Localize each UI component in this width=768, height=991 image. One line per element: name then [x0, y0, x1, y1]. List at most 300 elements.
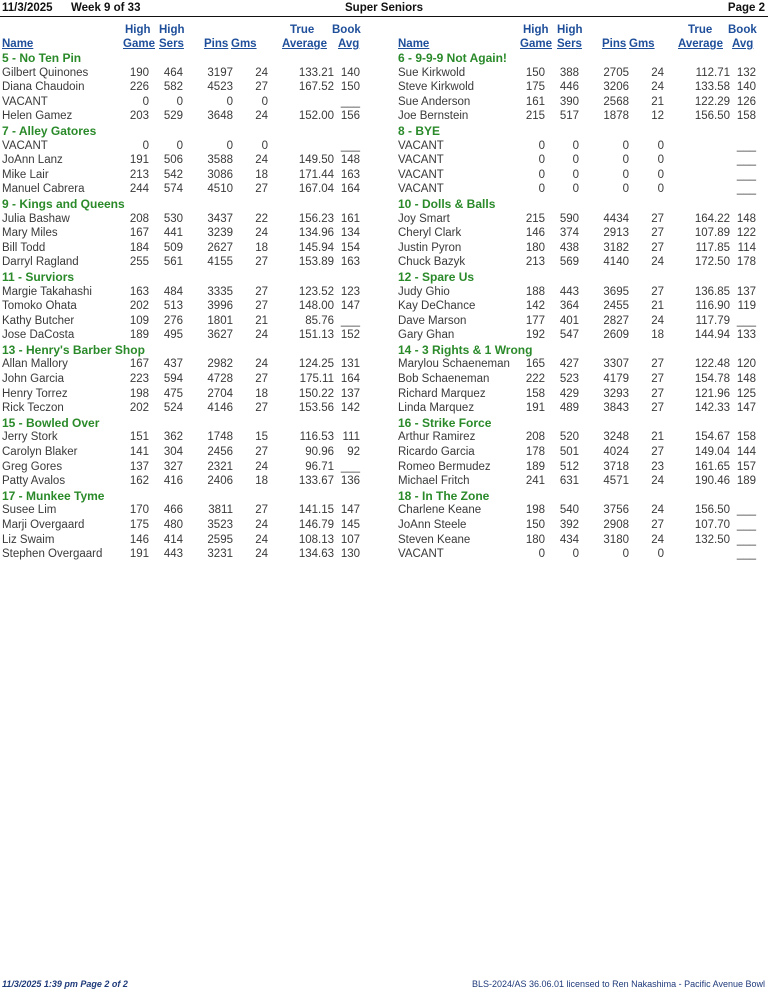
right-team-list — [398, 51, 768, 562]
high-game: 141 — [129, 446, 149, 459]
high-game: 241 — [525, 475, 545, 488]
high-series: 388 — [559, 66, 579, 79]
true-average: 96.71 — [305, 460, 334, 473]
high-game: 163 — [129, 285, 149, 298]
player-name: VACANT — [398, 183, 444, 196]
player-name: Darryl Ragland — [2, 256, 79, 269]
total-pins: 3231 — [207, 548, 233, 561]
total-pins: 3718 — [603, 460, 629, 473]
player-name: Julia Bashaw — [2, 212, 70, 225]
player-name: JoAnn Steele — [398, 519, 467, 531]
team-header: 7 - Alley Gatores — [2, 123, 97, 138]
high-series: 512 — [559, 460, 579, 473]
total-pins: 4510 — [207, 183, 233, 196]
player-name: Joy Smart — [398, 212, 450, 225]
total-pins: 0 — [622, 168, 629, 181]
player-row — [2, 533, 386, 548]
games-bowled: 24 — [651, 314, 664, 327]
games-bowled: 18 — [255, 387, 268, 400]
high-series: 513 — [163, 300, 183, 313]
player-name: Steven Keane — [398, 533, 471, 546]
player-name: VACANT — [398, 154, 444, 167]
total-pins: 3239 — [207, 227, 233, 240]
total-pins: 4179 — [603, 373, 629, 386]
games-bowled: 0 — [657, 139, 664, 152]
true-average: 134.63 — [298, 548, 334, 561]
col-high-game: Game — [520, 38, 552, 50]
book-average: 133 — [736, 329, 756, 342]
book-average: 154 — [340, 241, 360, 254]
player-row — [2, 255, 386, 270]
high-game: 189 — [129, 329, 149, 342]
book-average: ___ — [736, 314, 756, 327]
games-bowled: 21 — [651, 95, 664, 108]
true-average: 167.04 — [298, 183, 334, 196]
team-header: 15 - Bowled Over — [2, 415, 100, 430]
high-series: 523 — [559, 373, 579, 386]
high-series: 437 — [163, 358, 183, 371]
book-average: ___ — [340, 139, 360, 152]
book-average: 148 — [736, 373, 756, 386]
player-row — [398, 387, 768, 402]
games-bowled: 18 — [255, 475, 268, 488]
total-pins: 2568 — [603, 95, 629, 108]
col-gms: Gms — [629, 38, 655, 50]
player-row — [2, 547, 386, 562]
total-pins: 2455 — [603, 300, 629, 313]
true-average: 151.13 — [298, 329, 334, 342]
high-series: 441 — [163, 227, 183, 240]
high-series: 0 — [572, 154, 579, 167]
total-pins: 2705 — [603, 66, 629, 79]
high-series: 427 — [559, 358, 579, 371]
high-series: 582 — [163, 81, 183, 94]
high-series: 0 — [572, 183, 579, 196]
high-game: 203 — [129, 110, 149, 123]
high-series: 443 — [163, 548, 183, 561]
total-pins: 3197 — [207, 66, 233, 79]
true-average: 107.70 — [694, 519, 730, 531]
true-average: 134.96 — [298, 227, 334, 240]
book-average: 123 — [340, 285, 360, 298]
games-bowled: 24 — [651, 256, 664, 269]
games-bowled: 0 — [261, 139, 268, 152]
column-headers — [2, 22, 386, 51]
col-pins: Pins — [204, 38, 229, 50]
player-row — [398, 503, 768, 518]
report-date: 11/3/2025 — [2, 2, 53, 14]
player-row — [2, 430, 386, 445]
player-name: Allan Mallory — [2, 358, 68, 371]
games-bowled: 27 — [651, 358, 664, 371]
high-series: 506 — [163, 154, 183, 167]
total-pins: 1878 — [603, 110, 629, 123]
player-name: Chuck Bazyk — [398, 256, 466, 269]
team-header: 13 - Henry's Barber Shop — [2, 342, 145, 357]
true-average: 133.58 — [694, 81, 730, 94]
player-name: Greg Gores — [2, 460, 63, 473]
total-pins: 4146 — [207, 402, 233, 415]
player-name: VACANT — [2, 139, 48, 152]
high-game: 142 — [525, 300, 545, 313]
high-game: 158 — [525, 387, 545, 400]
high-game: 189 — [525, 460, 545, 473]
player-row — [398, 285, 768, 300]
high-series: 446 — [559, 81, 579, 94]
book-average: 156 — [340, 110, 360, 123]
high-series: 594 — [163, 373, 183, 386]
high-series: 509 — [163, 241, 183, 254]
true-average: 117.79 — [695, 314, 730, 327]
book-average: 161 — [340, 212, 360, 225]
book-average: 120 — [736, 358, 756, 371]
high-game: 178 — [525, 446, 545, 459]
high-series: 517 — [559, 110, 579, 123]
book-average: 147 — [340, 504, 360, 517]
col-high-game-top: High — [523, 24, 549, 36]
games-bowled: 24 — [651, 81, 664, 94]
player-row — [398, 255, 768, 270]
games-bowled: 24 — [255, 460, 268, 473]
total-pins: 0 — [226, 95, 233, 108]
team-header: 11 - Surviors — [2, 269, 75, 284]
player-name: John Garcia — [2, 373, 65, 386]
games-bowled: 24 — [651, 504, 664, 517]
player-name: Richard Marquez — [398, 387, 486, 400]
right-standings — [398, 22, 768, 562]
player-row — [398, 139, 768, 154]
player-name: Margie Takahashi — [2, 285, 92, 298]
games-bowled: 24 — [651, 475, 664, 488]
col-book-top: Book — [728, 24, 757, 36]
col-average: Average — [678, 38, 723, 50]
total-pins: 2913 — [603, 227, 629, 240]
player-row — [2, 139, 386, 154]
true-average: 124.25 — [298, 358, 334, 371]
total-pins: 2609 — [603, 329, 629, 342]
book-average: 130 — [340, 548, 360, 561]
player-name: Carolyn Blaker — [2, 446, 78, 459]
true-average: 142.33 — [694, 402, 730, 415]
book-average: ___ — [736, 533, 756, 546]
high-game: 0 — [538, 139, 545, 152]
left-team-list — [2, 51, 386, 562]
true-average: 136.85 — [694, 285, 730, 298]
player-row — [398, 66, 768, 81]
total-pins: 3588 — [207, 154, 233, 167]
book-average: 145 — [340, 519, 360, 531]
high-series: 480 — [163, 519, 183, 531]
high-series: 374 — [559, 227, 579, 240]
player-name: Diana Chaudoin — [2, 81, 85, 94]
player-row — [2, 387, 386, 402]
high-game: 0 — [142, 95, 149, 108]
player-name: Stephen Overgaard — [2, 548, 103, 561]
player-row — [398, 445, 768, 460]
high-series: 547 — [559, 329, 579, 342]
high-series: 520 — [559, 431, 579, 444]
games-bowled: 18 — [255, 168, 268, 181]
high-series: 530 — [163, 212, 183, 225]
high-series: 416 — [163, 475, 183, 488]
player-name: Mike Lair — [2, 168, 49, 181]
book-average: 114 — [737, 241, 756, 254]
high-series: 364 — [559, 300, 579, 313]
games-bowled: 27 — [255, 300, 268, 313]
games-bowled: 24 — [255, 110, 268, 123]
total-pins: 0 — [226, 139, 233, 152]
book-average: 126 — [736, 95, 756, 108]
book-average: 144 — [736, 446, 756, 459]
high-series: 569 — [559, 256, 579, 269]
high-game: 188 — [525, 285, 545, 298]
player-row — [2, 168, 386, 183]
player-name: Liz Swaim — [2, 533, 55, 546]
games-bowled: 23 — [651, 460, 664, 473]
book-average: 111 — [342, 431, 360, 444]
team-header: 6 - 9-9-9 Not Again! — [398, 51, 507, 65]
high-series: 438 — [559, 241, 579, 254]
high-game: 177 — [525, 314, 545, 327]
book-average: 122 — [736, 227, 756, 240]
high-game: 198 — [129, 387, 149, 400]
true-average: 154.78 — [694, 373, 730, 386]
games-bowled: 27 — [255, 183, 268, 196]
team-header: 5 - No Ten Pin — [2, 51, 82, 65]
footer-license: BLS-2024/AS 36.06.01 licensed to Ren Nakashima - Pacific Avenue Bowl — [471, 979, 765, 989]
player-row — [398, 109, 768, 124]
total-pins: 3248 — [603, 431, 629, 444]
player-row — [398, 95, 768, 110]
high-series: 0 — [572, 548, 579, 561]
true-average: 121.96 — [694, 387, 730, 400]
true-average: 123.52 — [298, 285, 334, 298]
player-row — [398, 314, 768, 329]
book-average: 157 — [736, 460, 756, 473]
col-pins: Pins — [602, 38, 627, 50]
book-average: 164 — [340, 183, 360, 196]
player-name: Rick Teczon — [2, 402, 64, 415]
high-series: 401 — [559, 314, 579, 327]
player-row — [2, 401, 386, 416]
book-average: 189 — [736, 475, 756, 488]
high-game: 226 — [129, 81, 149, 94]
player-row — [2, 314, 386, 329]
book-average: ___ — [736, 168, 756, 181]
high-series: 574 — [163, 183, 183, 196]
player-row — [398, 328, 768, 343]
player-name: Joe Bernstein — [398, 110, 469, 123]
book-average: 92 — [347, 446, 360, 459]
high-game: 146 — [525, 227, 545, 240]
team-header: 17 - Munkee Tyme — [2, 488, 105, 503]
page-label: Page 2 — [727, 2, 765, 14]
games-bowled: 27 — [651, 519, 664, 531]
col-high-sers-top: High — [557, 24, 583, 36]
book-average: 158 — [736, 110, 756, 123]
high-series: 362 — [163, 431, 183, 444]
high-game: 162 — [129, 475, 149, 488]
player-name: Kathy Butcher — [2, 314, 75, 327]
games-bowled: 15 — [255, 431, 268, 444]
player-name: Patty Avalos — [2, 475, 66, 488]
high-game: 175 — [525, 81, 545, 94]
high-series: 443 — [559, 285, 579, 298]
player-name: VACANT — [398, 168, 444, 181]
team-header: 18 - In The Zone — [398, 488, 490, 503]
games-bowled: 24 — [255, 227, 268, 240]
total-pins: 0 — [622, 548, 629, 561]
high-game: 137 — [129, 460, 149, 473]
book-average: 137 — [340, 387, 360, 400]
book-average: 140 — [340, 66, 360, 79]
book-average: 134 — [340, 227, 360, 240]
high-game: 0 — [538, 168, 545, 181]
book-average: 119 — [737, 300, 756, 313]
high-series: 0 — [176, 95, 183, 108]
col-high-game-top: High — [125, 24, 151, 36]
player-row — [2, 357, 386, 372]
player-name: VACANT — [2, 95, 48, 108]
player-name: Justin Pyron — [398, 241, 462, 254]
player-name: Cheryl Clark — [398, 227, 462, 240]
player-row — [2, 503, 386, 518]
player-row — [2, 285, 386, 300]
true-average: 90.96 — [305, 446, 334, 459]
high-game: 146 — [129, 533, 149, 546]
games-bowled: 21 — [651, 431, 664, 444]
total-pins: 3307 — [603, 358, 629, 371]
footer-timestamp: 11/3/2025 1:39 pm Page 2 of 2 — [2, 979, 128, 989]
games-bowled: 21 — [651, 300, 664, 313]
col-gms: Gms — [231, 38, 257, 50]
player-name: Steve Kirkwold — [398, 81, 475, 94]
games-bowled: 24 — [255, 66, 268, 79]
high-game: 0 — [142, 139, 149, 152]
player-row — [2, 212, 386, 227]
col-average: Average — [282, 38, 327, 50]
high-game: 161 — [525, 95, 545, 108]
book-average: 150 — [340, 81, 360, 94]
player-row — [398, 372, 768, 387]
book-average: ___ — [736, 519, 756, 531]
high-series: 631 — [559, 475, 579, 488]
true-average: 117.85 — [695, 241, 730, 254]
games-bowled: 0 — [657, 548, 664, 561]
player-row — [2, 109, 386, 124]
total-pins: 4024 — [603, 446, 629, 459]
true-average: 112.71 — [695, 66, 730, 79]
true-average: 122.29 — [694, 95, 730, 108]
high-game: 255 — [129, 256, 149, 269]
total-pins: 2908 — [603, 519, 629, 531]
true-average: 156.50 — [694, 504, 730, 517]
player-name: VACANT — [398, 139, 444, 152]
high-series: 524 — [163, 402, 183, 415]
book-average: 131 — [340, 358, 360, 371]
player-row — [2, 95, 386, 110]
player-row — [398, 357, 768, 372]
player-row — [398, 212, 768, 227]
player-name: Ricardo Garcia — [398, 446, 475, 459]
games-bowled: 27 — [255, 373, 268, 386]
high-game: 192 — [525, 329, 545, 342]
games-bowled: 27 — [255, 504, 268, 517]
total-pins: 2321 — [207, 460, 233, 473]
team-header: 9 - Kings and Queens — [2, 196, 125, 211]
high-game: 215 — [525, 212, 545, 225]
book-average: 163 — [340, 168, 360, 181]
games-bowled: 22 — [255, 212, 268, 225]
high-game: 150 — [525, 519, 545, 531]
high-game: 175 — [129, 519, 149, 531]
high-game: 180 — [525, 533, 545, 546]
player-name: Romeo Bermudez — [398, 460, 491, 473]
player-row — [2, 80, 386, 95]
games-bowled: 27 — [651, 227, 664, 240]
true-average: 156.23 — [298, 212, 334, 225]
report-footer — [0, 979, 768, 991]
games-bowled: 0 — [261, 95, 268, 108]
team-header: 16 - Strike Force — [398, 415, 492, 430]
book-average: 142 — [340, 402, 360, 415]
games-bowled: 27 — [255, 81, 268, 94]
games-bowled: 27 — [651, 212, 664, 225]
high-series: 484 — [163, 285, 183, 298]
total-pins: 2456 — [207, 446, 233, 459]
col-high-sers: Sers — [159, 38, 184, 50]
games-bowled: 24 — [255, 358, 268, 371]
true-average: 108.13 — [298, 533, 334, 546]
team-header: 14 - 3 Rights & 1 Wrong — [398, 342, 533, 357]
games-bowled: 24 — [255, 548, 268, 561]
book-average: ___ — [340, 460, 360, 473]
high-game: 191 — [129, 154, 149, 167]
book-average: ___ — [736, 504, 756, 517]
true-average: 116.53 — [299, 431, 334, 444]
player-row — [398, 299, 768, 314]
book-average: 136 — [340, 475, 360, 488]
games-bowled: 27 — [651, 285, 664, 298]
high-series: 434 — [559, 533, 579, 546]
player-name: Gilbert Quinones — [2, 66, 89, 79]
book-average: ___ — [736, 154, 756, 167]
high-game: 215 — [525, 110, 545, 123]
total-pins: 2406 — [207, 475, 233, 488]
left-standings — [2, 22, 386, 562]
true-average: 148.00 — [298, 300, 334, 313]
total-pins: 3648 — [207, 110, 233, 123]
high-series: 475 — [163, 387, 183, 400]
book-average: 125 — [736, 387, 756, 400]
true-average: 132.50 — [694, 533, 730, 546]
high-series: 327 — [163, 460, 183, 473]
high-series: 529 — [163, 110, 183, 123]
high-game: 150 — [525, 66, 545, 79]
total-pins: 0 — [622, 154, 629, 167]
team-header: 10 - Dolls & Balls — [398, 196, 496, 211]
true-average: 144.94 — [694, 329, 730, 342]
high-series: 414 — [163, 533, 183, 546]
high-series: 276 — [163, 314, 183, 327]
high-game: 244 — [129, 183, 149, 196]
player-row — [2, 241, 386, 256]
high-game: 184 — [129, 241, 149, 254]
player-name: Mary Miles — [2, 227, 58, 240]
high-game: 151 — [129, 431, 149, 444]
book-average: ___ — [340, 314, 360, 327]
player-name: VACANT — [398, 548, 444, 561]
